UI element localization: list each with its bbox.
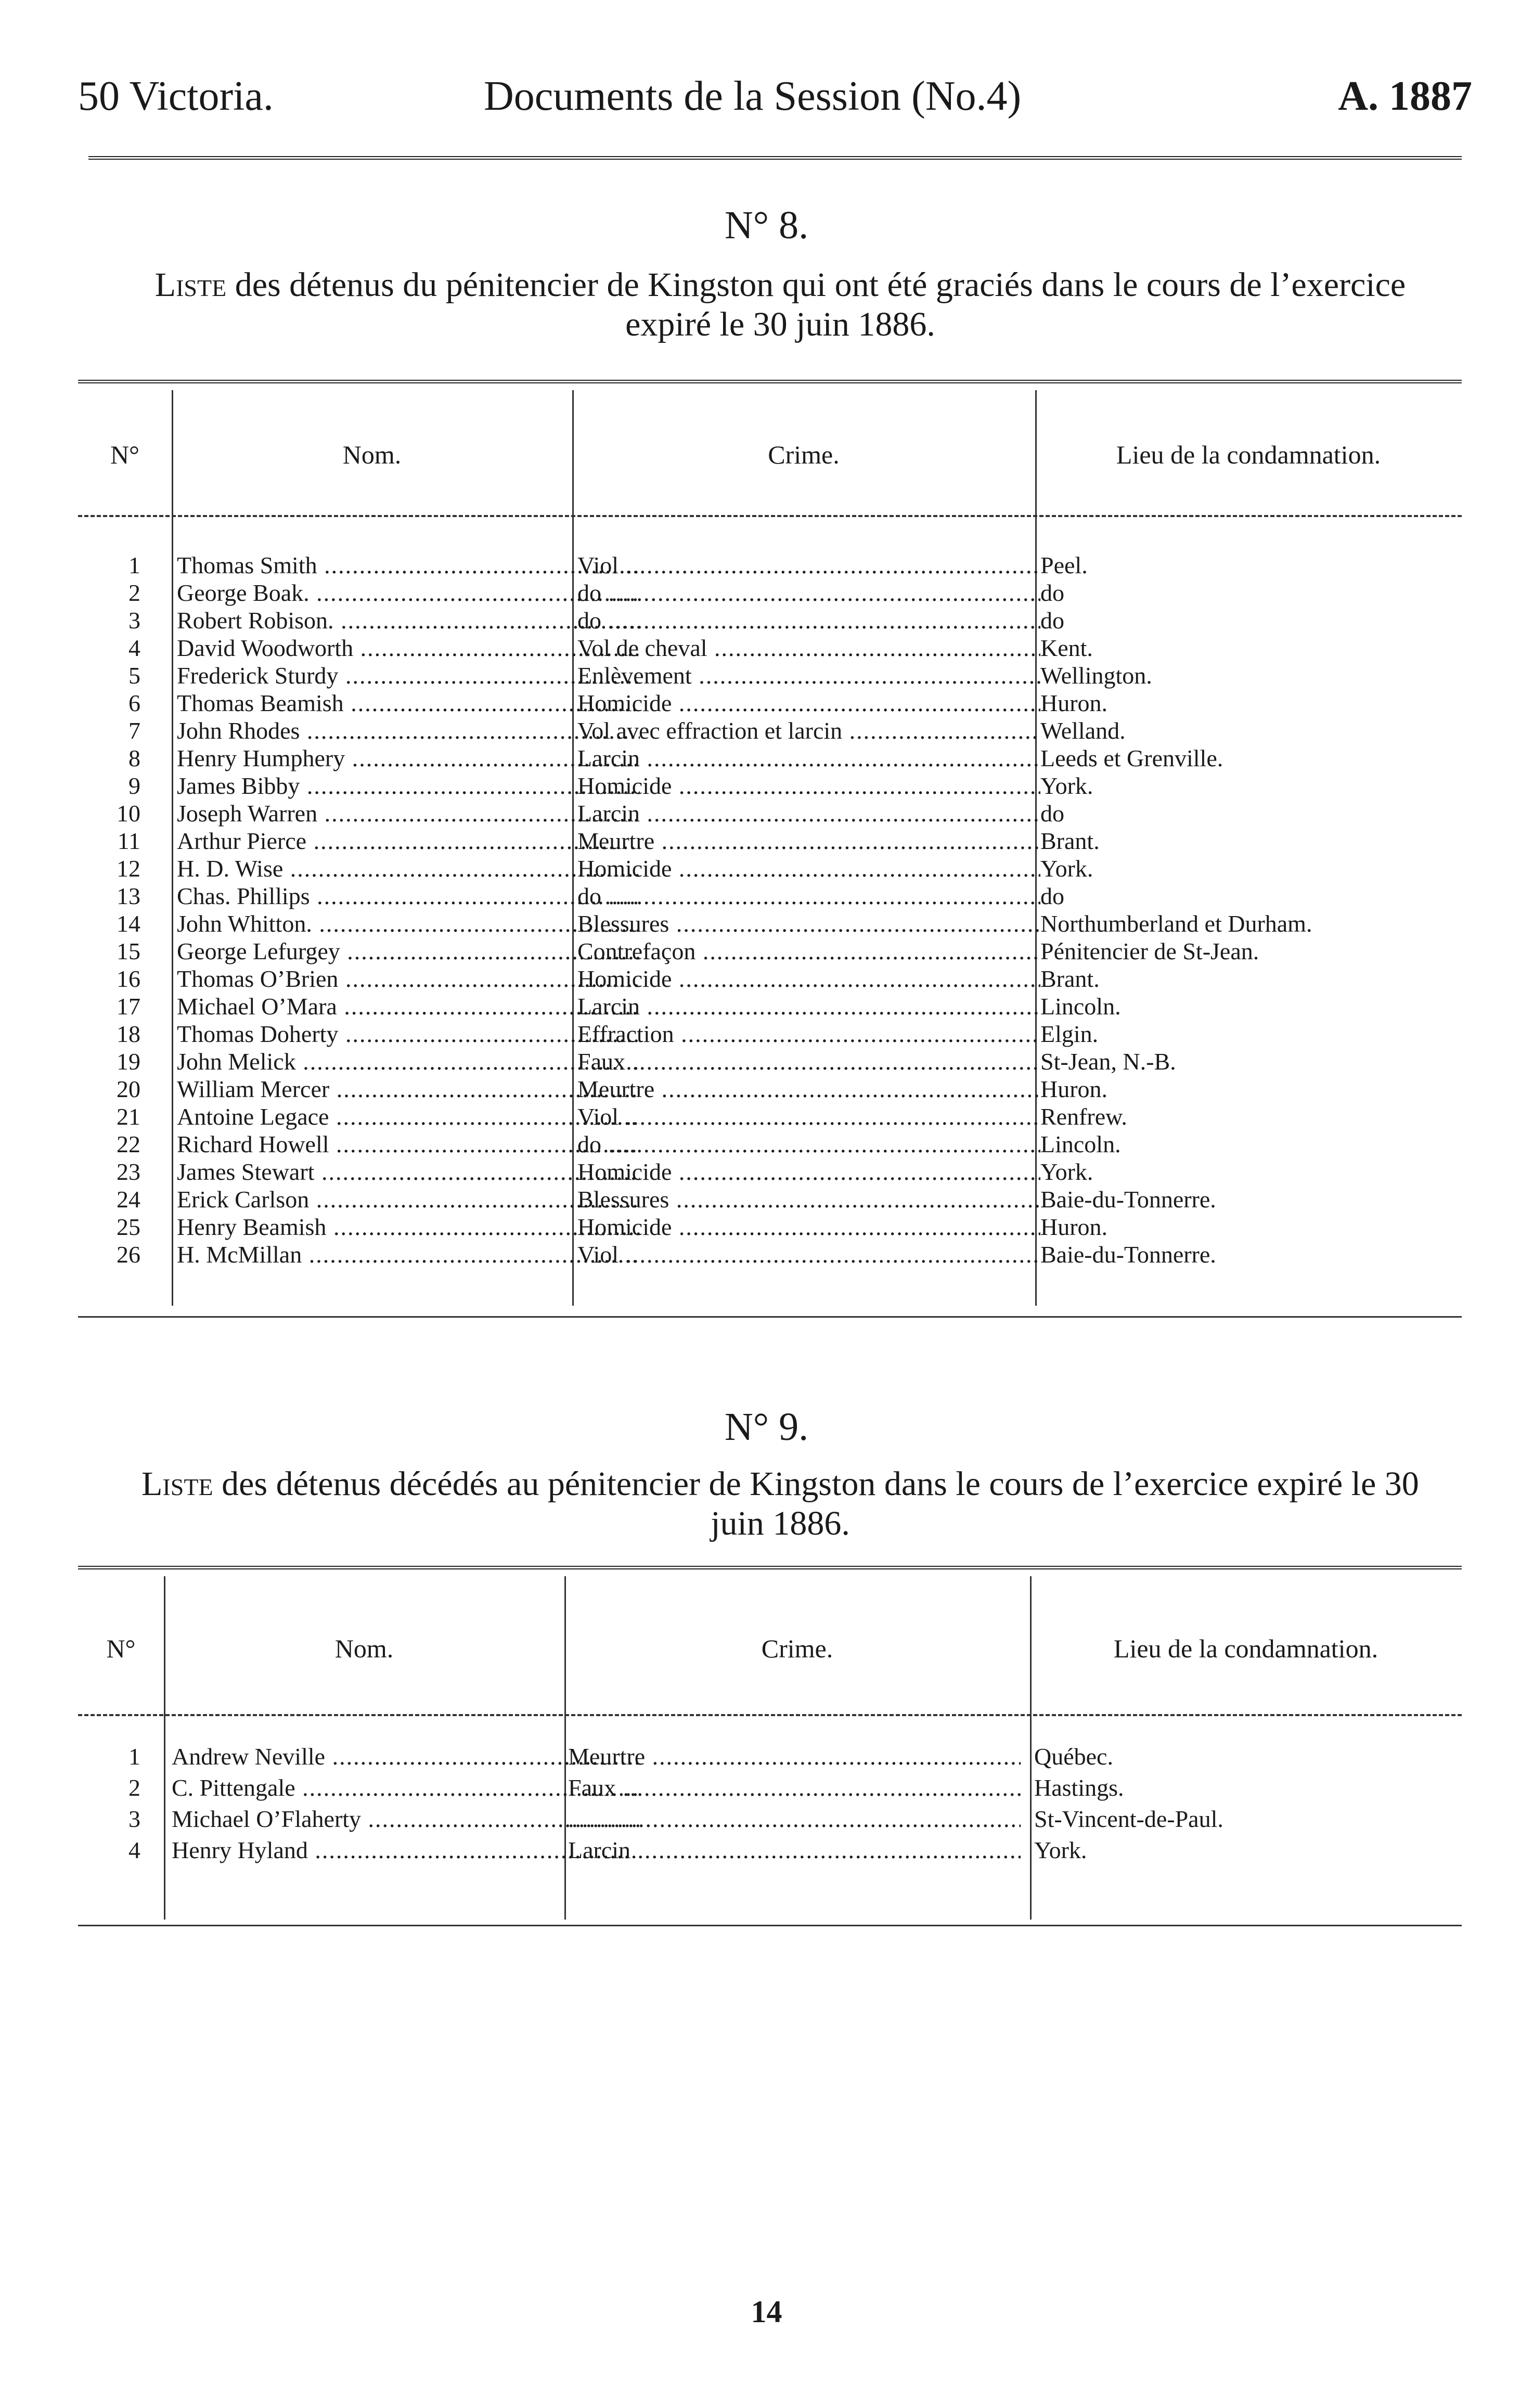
- row-number: 2: [128, 1774, 140, 1801]
- section-9-caption-text: des détenus décédés au pénitencier de Kingston dans le cours de l’exercice expiré le 30 juin 1886.: [213, 1465, 1419, 1542]
- row-number: 18: [117, 1021, 140, 1047]
- row-number: 5: [128, 662, 140, 689]
- row-name: Michael O’Flaherty .....: [172, 1805, 640, 1833]
- row-crime: Homicide .....: [577, 689, 1040, 717]
- section-8-number: N° 8.: [724, 203, 809, 247]
- row-place: Brant.: [1040, 965, 1100, 992]
- row-number: 17: [117, 993, 140, 1020]
- row-place: Northumberland et Durham.: [1040, 910, 1312, 937]
- row-place: Elgin.: [1040, 1021, 1099, 1047]
- row-name: Thomas Doherty .....: [177, 1020, 640, 1048]
- table-row: [78, 1130, 1462, 1158]
- row-crime: Larcin .....: [577, 993, 1040, 1020]
- row-name: Thomas Beamish .....: [177, 689, 640, 717]
- table-row: [78, 634, 1462, 662]
- table-row: [78, 1103, 1462, 1130]
- row-crime: Faux .....: [568, 1774, 1021, 1801]
- row-crime: Enlèvement .....: [577, 662, 1040, 689]
- row-crime: Homicide .....: [577, 855, 1040, 882]
- row-crime: Meurtre .....: [577, 827, 1040, 855]
- row-name: George Boak. .....: [177, 579, 640, 607]
- row-number: 8: [128, 745, 140, 771]
- row-name: Erick Carlson .....: [177, 1186, 640, 1213]
- row-number: 15: [117, 938, 140, 964]
- row-number: 10: [117, 800, 140, 827]
- section-8-caption: [114, 265, 1446, 344]
- header-year: A. 1887: [1338, 73, 1472, 119]
- row-name: Andrew Neville .....: [172, 1743, 640, 1770]
- row-place: St-Vincent-de-Paul.: [1034, 1806, 1223, 1832]
- row-crime: Contrefaçon .....: [577, 937, 1040, 965]
- header-document: Documents de la Session (No.4): [484, 73, 1022, 119]
- row-crime: Homicide .....: [577, 1158, 1040, 1186]
- column-header-place: Lieu de la condamnation.: [1116, 440, 1381, 469]
- row-name: John Rhodes .....: [177, 717, 640, 744]
- row-name: David Woodworth .....: [177, 634, 640, 662]
- table-row: [78, 1048, 1462, 1075]
- row-name: Chas. Phillips .....: [177, 882, 640, 910]
- row-place: do: [1040, 800, 1064, 827]
- row-crime: Meurtre .....: [568, 1743, 1021, 1770]
- table-row: [78, 1805, 1462, 1833]
- section-9-caption: [114, 1464, 1446, 1543]
- row-name: Thomas O’Brien .....: [177, 965, 640, 993]
- pardoned-table: [78, 380, 1462, 1316]
- row-number: 4: [128, 635, 140, 661]
- header-separator: [78, 515, 1462, 517]
- row-place: Kent.: [1040, 635, 1093, 661]
- row-place: Welland.: [1040, 717, 1126, 744]
- row-name: Richard Howell .....: [177, 1130, 640, 1158]
- table-row: [78, 993, 1462, 1020]
- row-name: Antoine Legace .....: [177, 1103, 640, 1130]
- table-row: [78, 910, 1462, 937]
- row-name: James Stewart .....: [177, 1158, 640, 1186]
- row-name: Henry Humphery .....: [177, 744, 640, 772]
- row-name: William Mercer .....: [177, 1075, 640, 1103]
- row-crime: Vol avec effraction et larcin .....: [577, 717, 1040, 744]
- row-name: C. Pittengale .....: [172, 1774, 640, 1801]
- row-crime: [568, 1805, 1021, 1833]
- table-row: [78, 937, 1462, 965]
- column-header-crime: Crime.: [761, 1634, 833, 1663]
- table-row: [78, 855, 1462, 882]
- row-place: Lincoln.: [1040, 1131, 1121, 1157]
- row-crime: Homicide .....: [577, 772, 1040, 800]
- row-name: Thomas Smith .....: [177, 551, 640, 579]
- row-number: 16: [117, 965, 140, 992]
- row-number: 3: [128, 607, 140, 634]
- row-number: 25: [117, 1214, 140, 1240]
- row-place: do: [1040, 580, 1064, 606]
- row-number: 24: [117, 1186, 140, 1213]
- row-name: George Lefurgey .....: [177, 937, 640, 965]
- row-name: Henry Beamish .....: [177, 1213, 640, 1241]
- row-place: York.: [1040, 855, 1093, 882]
- row-name: Robert Robison. .....: [177, 607, 640, 634]
- row-name: John Melick .....: [177, 1048, 640, 1075]
- row-place: Peel.: [1040, 552, 1088, 578]
- column-header-crime: Crime.: [768, 440, 840, 469]
- column-header-name: Nom.: [342, 440, 402, 469]
- row-place: Brant.: [1040, 828, 1100, 854]
- row-number: 6: [128, 690, 140, 716]
- row-number: 22: [117, 1131, 140, 1157]
- row-number: 11: [117, 828, 140, 854]
- row-number: 21: [117, 1103, 140, 1130]
- row-number: 9: [128, 772, 140, 799]
- table-row: [78, 662, 1462, 689]
- row-place: do: [1040, 607, 1064, 634]
- table-row: [78, 1743, 1462, 1770]
- running-header: [78, 73, 1472, 130]
- row-crime: Homicide .....: [577, 965, 1040, 993]
- table-row: [78, 965, 1462, 993]
- row-place: York.: [1034, 1837, 1087, 1863]
- table-row: [78, 689, 1462, 717]
- row-number: 3: [128, 1806, 140, 1832]
- row-place: Huron.: [1040, 690, 1108, 716]
- row-crime: Vol de cheval .....: [577, 634, 1040, 662]
- row-number: 2: [128, 580, 140, 606]
- section-9-caption-lead: Liste: [141, 1465, 213, 1503]
- row-number: 12: [117, 855, 140, 882]
- row-crime: Blessures .....: [577, 910, 1040, 937]
- row-place: Leeds et Grenville.: [1040, 745, 1223, 771]
- row-crime: Effraction .....: [577, 1020, 1040, 1048]
- row-place: Baie-du-Tonnerre.: [1040, 1186, 1216, 1213]
- table-row: [78, 744, 1462, 772]
- row-place: York.: [1040, 772, 1093, 799]
- row-place: Wellington.: [1040, 662, 1152, 689]
- table-row: [78, 579, 1462, 607]
- row-place: Lincoln.: [1040, 993, 1121, 1020]
- row-number: 26: [117, 1241, 140, 1268]
- row-name: Michael O’Mara .....: [177, 993, 640, 1020]
- row-name: James Bibby .....: [177, 772, 640, 800]
- row-crime: Viol .....: [577, 1103, 1040, 1130]
- row-number: 23: [117, 1158, 140, 1185]
- table-row: [78, 607, 1462, 634]
- table-row: [78, 827, 1462, 855]
- row-place: Renfrew.: [1040, 1103, 1127, 1130]
- deceased-table: [78, 1566, 1462, 1925]
- column-header-number: N°: [110, 440, 140, 469]
- row-number: 1: [128, 1743, 140, 1770]
- table-bottom-rule: [78, 1925, 1462, 1926]
- row-crime: Homicide .....: [577, 1213, 1040, 1241]
- column-header-name: Nom.: [334, 1634, 394, 1663]
- table-row: [78, 717, 1462, 744]
- row-place: Baie-du-Tonnerre.: [1040, 1241, 1216, 1268]
- row-name: Joseph Warren .....: [177, 800, 640, 827]
- table-row: [78, 1020, 1462, 1048]
- row-crime: do .....: [577, 882, 1040, 910]
- table-row: [78, 1186, 1462, 1213]
- row-number: 19: [117, 1048, 140, 1075]
- table-row: [78, 1075, 1462, 1103]
- table-row: [78, 1836, 1462, 1864]
- row-crime: Larcin .....: [577, 800, 1040, 827]
- row-crime: do .....: [577, 579, 1040, 607]
- row-place: St-Jean, N.-B.: [1040, 1048, 1176, 1075]
- table-row: [78, 800, 1462, 827]
- header-separator: [78, 1714, 1462, 1716]
- table-row: [78, 551, 1462, 579]
- row-crime: Viol .....: [577, 551, 1040, 579]
- row-place: Québec.: [1034, 1743, 1113, 1770]
- section-8-caption-text: des détenus du pénitencier de Kingston qui ont été graciés dans le cours de l’exercice expiré le 30 juin 1886.: [226, 266, 1406, 343]
- table-row: [78, 1774, 1462, 1801]
- row-number: 13: [117, 883, 140, 909]
- row-number: 4: [128, 1837, 140, 1863]
- table-row: [78, 882, 1462, 910]
- column-header-place: Lieu de la condamnation.: [1113, 1634, 1379, 1663]
- row-name: H. D. Wise .....: [177, 855, 640, 882]
- row-crime: Viol .....: [577, 1241, 1040, 1268]
- row-crime: Meurtre .....: [577, 1075, 1040, 1103]
- row-name: John Whitton. .....: [177, 910, 640, 937]
- table-row: [78, 1241, 1462, 1268]
- table-top-rule: [78, 380, 1462, 383]
- table-bottom-rule: [78, 1316, 1462, 1318]
- row-crime: Faux .....: [577, 1048, 1040, 1075]
- row-crime: do .....: [577, 1130, 1040, 1158]
- row-number: 14: [117, 910, 140, 937]
- row-place: do: [1040, 883, 1064, 909]
- table-top-rule: [78, 1566, 1462, 1569]
- row-name: H. McMillan .....: [177, 1241, 640, 1268]
- row-place: Pénitencier de St-Jean.: [1040, 938, 1259, 964]
- row-name: Frederick Sturdy .....: [177, 662, 640, 689]
- row-number: 7: [128, 717, 140, 744]
- row-place: York.: [1040, 1158, 1093, 1185]
- row-name: Arthur Pierce .....: [177, 827, 640, 855]
- section-9-number: N° 9.: [724, 1405, 809, 1449]
- row-number: 20: [117, 1076, 140, 1102]
- row-crime: do .....: [577, 607, 1040, 634]
- row-number: 1: [128, 552, 140, 578]
- row-place: Huron.: [1040, 1076, 1108, 1102]
- table-row: [78, 1158, 1462, 1186]
- header-rule: [88, 156, 1462, 160]
- table-row: [78, 772, 1462, 800]
- section-8-caption-lead: Liste: [154, 266, 227, 304]
- table-row: [78, 1213, 1462, 1241]
- row-crime: Larcin .....: [577, 744, 1040, 772]
- header-volume: 50 Victoria.: [78, 73, 274, 119]
- row-crime: Larcin .....: [568, 1836, 1021, 1864]
- page-number: 14: [751, 2295, 782, 2329]
- row-name: Henry Hyland .....: [172, 1836, 640, 1864]
- row-crime: Blessures .....: [577, 1186, 1040, 1213]
- column-header-number: N°: [106, 1634, 136, 1663]
- row-place: Hastings.: [1034, 1774, 1124, 1801]
- row-place: Huron.: [1040, 1214, 1108, 1240]
